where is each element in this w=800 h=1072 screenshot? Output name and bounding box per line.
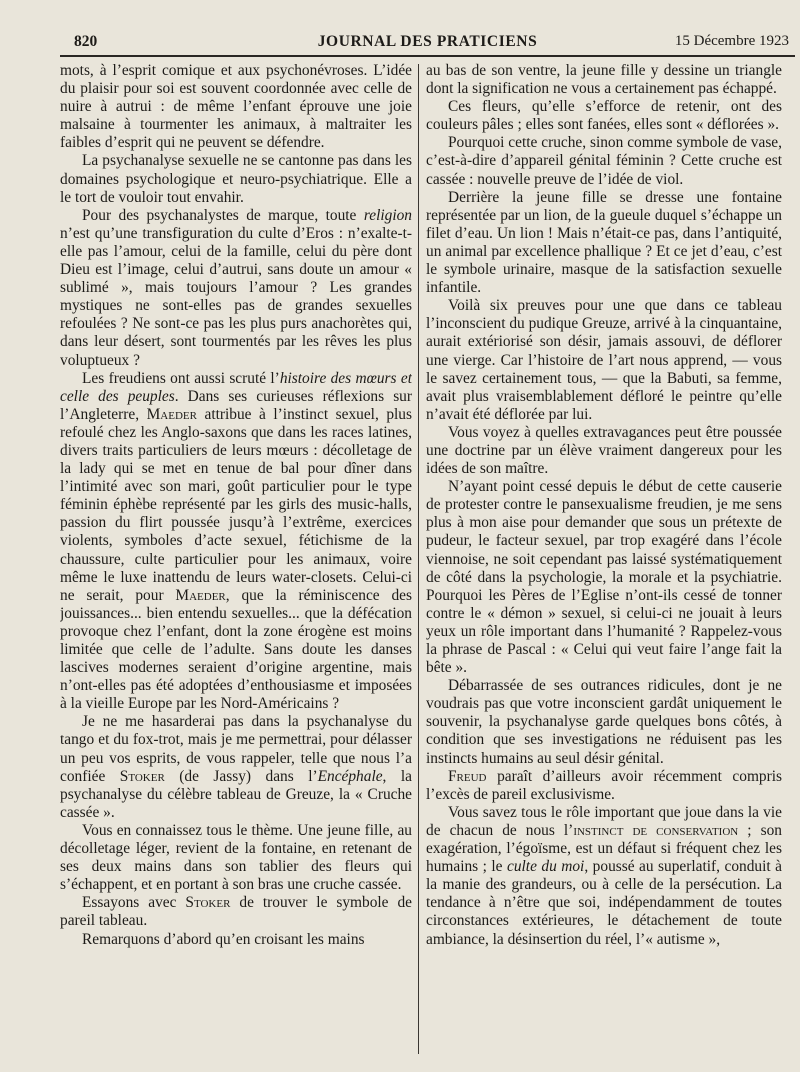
- text-run: attribue à l’instinct sexuel, plus refoulé chez les Anglo-saxons que dans les races latines, divers traits particuliers de leurs mœurs : décolletage de la lady qui se met en tenue de bal pour dîner dans l’intimité avec son mari, goût particulier pour le type féminin éphèbe représenté par les girls des music-halls, passion du flirt poussée jusqu’à l’extrême, exercices violents, symboles d’acte sexuel, fétichisme de la chaussure, culte particulier pour les animaux, voire même le luxe inattendu de leurs water-closets. Celui-ci ne serait, pour: [60, 405, 412, 604]
- text-run: Vous savez tous le rôle important que joue dans la vie de chacun de nous l’: [426, 803, 782, 839]
- smallcaps-text: Maeder: [175, 586, 226, 604]
- text-run: , la psychanalyse du célèbre tableau de Greuze, la « Cruche cassée ».: [60, 767, 412, 821]
- paragraph: [60, 370, 412, 714]
- paragraph: [60, 152, 412, 206]
- text-run: Pourquoi cette cruche, sinon comme symbole de vase, c’est-à-dire d’appareil génital féminin ? Cette cruche est cassée : nouvelle preuve de l’idée de viol.: [426, 134, 782, 188]
- paragraph: [60, 931, 412, 949]
- text-run: au bas de son ventre, la jeune fille y dessine un triangle dont la signification ne vous a certainement pas échappé.: [426, 62, 782, 98]
- paragraph: [426, 189, 782, 298]
- paragraph: [426, 297, 782, 424]
- smallcaps-text: Stoker: [119, 767, 165, 785]
- text-run: Voilà six preuves pour une que dans ce tableau l’inconscient du pudique Greuze, arrivé à la cinquantaine, aurait extériorisé son désir, jamais assouvi, de déflorer une vierge. Car l’histoire de l’art nous apprend, — vous le savez certainement tous, — que la Babuti, sa femme, avait plus vraisemblablement défloré le peintre qu’elle n’avait été déflorée par lui.: [426, 297, 782, 423]
- paragraph: [426, 478, 782, 677]
- text-run: (de Jassy) dans l’: [164, 767, 318, 785]
- text-run: Je ne me hasarderai pas dans la psychanalyse du tango et du fox-trot, mais je me permettrai, pour délasser un peu vos esprits, de vous rappeler, telle que nous l’a confiée: [60, 713, 412, 785]
- paragraph: [60, 62, 412, 152]
- italic-text: religion: [363, 206, 412, 224]
- paragraph: [426, 768, 782, 804]
- text-run: n’est qu’une transfiguration du culte d’Eros : n’exalte-t-elle pas l’amour, celui de la famille, celui du père dont Dieu est l’image, celui d’autrui, sans doute un amour « sublimé », mais toujours l’amour ? Les grandes mystiques ne sont-elles pas de grandes sexuelles refoulées ? Ne sont-ce pas les plus purs anachorètes qui, dans leur désert, sont tourmentés par les rêves les plus voluptueux ?: [60, 224, 412, 369]
- text-run: mots, à l’esprit comique et aux psychonévroses. L’idée du plaisir pour soi est souvent coordonnée avec celle de nuire à autrui : de même l’enfant éprouve une joie malsaine à tourmenter les animaux, à maltraiter les faibles d’esprit qui ne peuvent se défendre.: [60, 62, 412, 152]
- text-run: Vous en connaissez tous le thème. Une jeune fille, au décolletage léger, revient de la fontaine, en retenant de ses deux mains dans son tablier des fleurs qui s’échappent, et en portant à son bras une cruche cassée.: [60, 821, 412, 894]
- journal-title: JOURNAL DES PRATICIENS: [317, 33, 538, 50]
- text-run: ; son exagération, l’égoïsme, est un défaut si fréquent chez les humains ; le: [426, 821, 782, 876]
- text-run: , poussé au superlatif, conduit à la manie des grandeurs, ou à celle de la persécution. La tendance à n’être que soi, indépendamment de toutes circonstances extérieures, le détachement de toute ambiance, la désinsertion du réel, l’« autisme »,: [426, 858, 782, 948]
- paragraph: [426, 424, 782, 478]
- paragraph: [60, 822, 412, 894]
- smallcaps-text: Stoker: [185, 894, 231, 912]
- paragraph: [426, 134, 782, 188]
- paragraph: [60, 713, 412, 822]
- smallcaps-text: instinct de conservation: [573, 821, 739, 839]
- text-run: Ces fleurs, qu’elle s’efforce de retenir, ont des couleurs pâles ; elles sont fanées, elles sont « déflorées ».: [426, 98, 782, 134]
- paragraph: [426, 677, 782, 767]
- page-header: [60, 30, 795, 54]
- text-run: Remarquons d’abord qu’en croisant les mains: [82, 930, 365, 948]
- italic-text: culte du moi: [506, 858, 585, 876]
- text-run: Essayons avec: [82, 894, 186, 912]
- text-run: La psychanalyse sexuelle ne se cantonne pas dans les domaines psychologique et neuro-psychiatrique. Elle a le tort de vouloir tout envahir.: [60, 152, 412, 206]
- text-run: , que la réminiscence des jouissances... bien entendu sexuelles... que la défécation provoque chez l’enfant, dont la zone érogène est moins limitée que celle de l’adulte. Sans doute les danses lascives modernes seraient d’origine argentine, mais n’ont-elles pas été adoptées d’enthousiasme et imposées à la vieille Europe par les Nord-Américains ?: [60, 586, 412, 713]
- text-run: N’ayant point cessé depuis le début de cette causerie de protester contre le pansexualisme freudien, je me sens plus à mon aise pour demander que sous un prétexte de pudeur, le facteur sexuel, par trop exagéré dans l’école viennoise, ne soit cependant pas laissé systématiquement de côté dans la psychologie, la morale et la psychiatrie. Pourquoi les Pères de l’Eglise n’ont-ils cessé de tonner contre le « démon » sexuel, si celui-ci ne jouait à leurs yeux un rôle important dans l’humanité ? Rappelez-vous la phrase de Pascal : « Celui qui veut faire l’ange fait la bête ».: [426, 478, 782, 677]
- page-number: 820: [74, 33, 98, 50]
- column-divider: [418, 64, 419, 1054]
- paragraph: [426, 62, 782, 98]
- smallcaps-text: Freud: [448, 767, 487, 785]
- paragraph: [60, 894, 412, 930]
- header-rule: [60, 55, 795, 57]
- paragraph: [60, 207, 412, 370]
- left-column: [60, 62, 412, 1062]
- text-run: de trouver le symbole de pareil tableau.: [60, 894, 412, 930]
- smallcaps-text: Maeder: [146, 405, 197, 423]
- text-run: Pour des psychanalystes de marque, toute: [82, 206, 364, 224]
- issue-date: 15 Décembre 1923: [674, 33, 789, 49]
- text-run: Vous voyez à quelles extravagances peut être poussée une doctrine par un élève vraiment dangereux pour les idées de son maître.: [426, 423, 782, 478]
- italic-text: histoire des mœurs et celle des peuples: [60, 369, 412, 405]
- paragraph: [426, 804, 782, 949]
- text-run: Débarrassée de ses outrances ridicules, dont je ne voudrais pas que votre inconscient gardât uniquement le souvenir, la psychanalyse garde quelques bons côtés, à condition que ses investigations ne réduisent pas les instincts humains au seul désir génital.: [426, 677, 782, 767]
- right-column: [426, 62, 782, 1062]
- text-run: paraît d’ailleurs avoir récemment compris l’excès de pareil exclusivisme.: [426, 767, 782, 803]
- text-run: Derrière la jeune fille se dresse une fontaine représentée par un lion, de la gueule duquel s’échappe un filet d’eau. Un lion ! Mais n’était-ce pas, dans l’antiquité, un animal par excellence phallique ? Et ce jet d’eau, c’est le symbole urinaire, masque de la satisfaction sexuelle infantile.: [426, 188, 782, 297]
- paragraph: [426, 98, 782, 134]
- text-run: . Dans ses curieuses réflexions sur l’Angleterre,: [60, 387, 412, 423]
- text-run: Les freudiens ont aussi scruté l’: [82, 369, 280, 387]
- italic-text: Encéphale: [317, 767, 383, 785]
